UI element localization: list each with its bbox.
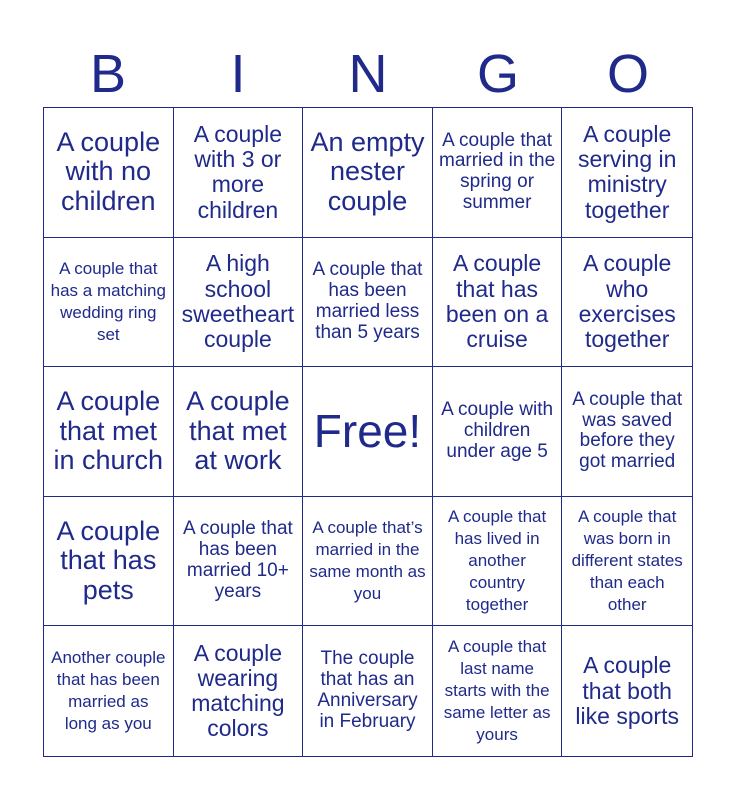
- bingo-cell[interactable]: A couple that both like sports: [575, 652, 679, 729]
- bingo-cell[interactable]: A couple with 3 or more children: [174, 108, 304, 238]
- bingo-cell[interactable]: A couple wearing matching colors: [174, 626, 304, 756]
- bingo-header: [43, 40, 693, 108]
- bingo-cell[interactable]: A couple that met at work: [174, 367, 304, 497]
- bingo-cell[interactable]: A couple that has a matching wedding ring set: [44, 238, 174, 368]
- bingo-cell[interactable]: A high school sweetheart couple: [174, 238, 304, 368]
- header-letter-i: I: [230, 44, 246, 104]
- bingo-cell[interactable]: A couple that was born in different states than each other: [562, 497, 692, 627]
- bingo-cell[interactable]: A couple with no children: [44, 108, 174, 238]
- bingo-cell[interactable]: A couple that’s married in the same month as you: [303, 497, 433, 627]
- header-letter-o: O: [606, 44, 649, 104]
- bingo-cell[interactable]: A couple that has pets: [44, 497, 174, 627]
- bingo-cell[interactable]: A couple that has been married less than 5 years: [303, 238, 433, 368]
- bingo-cell[interactable]: A couple serving in ministry together: [562, 108, 692, 238]
- bingo-cell[interactable]: A couple that met in church: [44, 367, 174, 497]
- bingo-cell[interactable]: A couple that last name starts with the same letter as yours: [433, 626, 563, 756]
- bingo-cell[interactable]: A couple that was saved before they got married: [562, 367, 692, 497]
- header-letter-b: B: [89, 44, 127, 104]
- bingo-cell[interactable]: A couple that has been married 10+ years: [174, 497, 304, 627]
- bingo-cell[interactable]: A couple that has been on a cruise: [433, 238, 563, 368]
- bingo-cell[interactable]: A couple that married in the spring or summer: [433, 108, 563, 238]
- header-letter-n: N: [348, 44, 388, 104]
- bingo-board: [43, 107, 693, 757]
- bingo-cell[interactable]: The couple that has an Anniversary in February: [303, 626, 433, 756]
- bingo-cell[interactable]: A couple with children under age 5: [433, 367, 563, 497]
- free-space-cell[interactable]: Free!: [303, 367, 433, 497]
- header-letter-g: G: [476, 44, 519, 104]
- bingo-cell[interactable]: Another couple that has been married as long as you: [44, 626, 174, 756]
- bingo-cell[interactable]: A couple who exercises together: [562, 238, 692, 368]
- bingo-cell[interactable]: A couple that has lived in another country together: [433, 497, 563, 627]
- bingo-cell[interactable]: An empty nester couple: [303, 108, 433, 238]
